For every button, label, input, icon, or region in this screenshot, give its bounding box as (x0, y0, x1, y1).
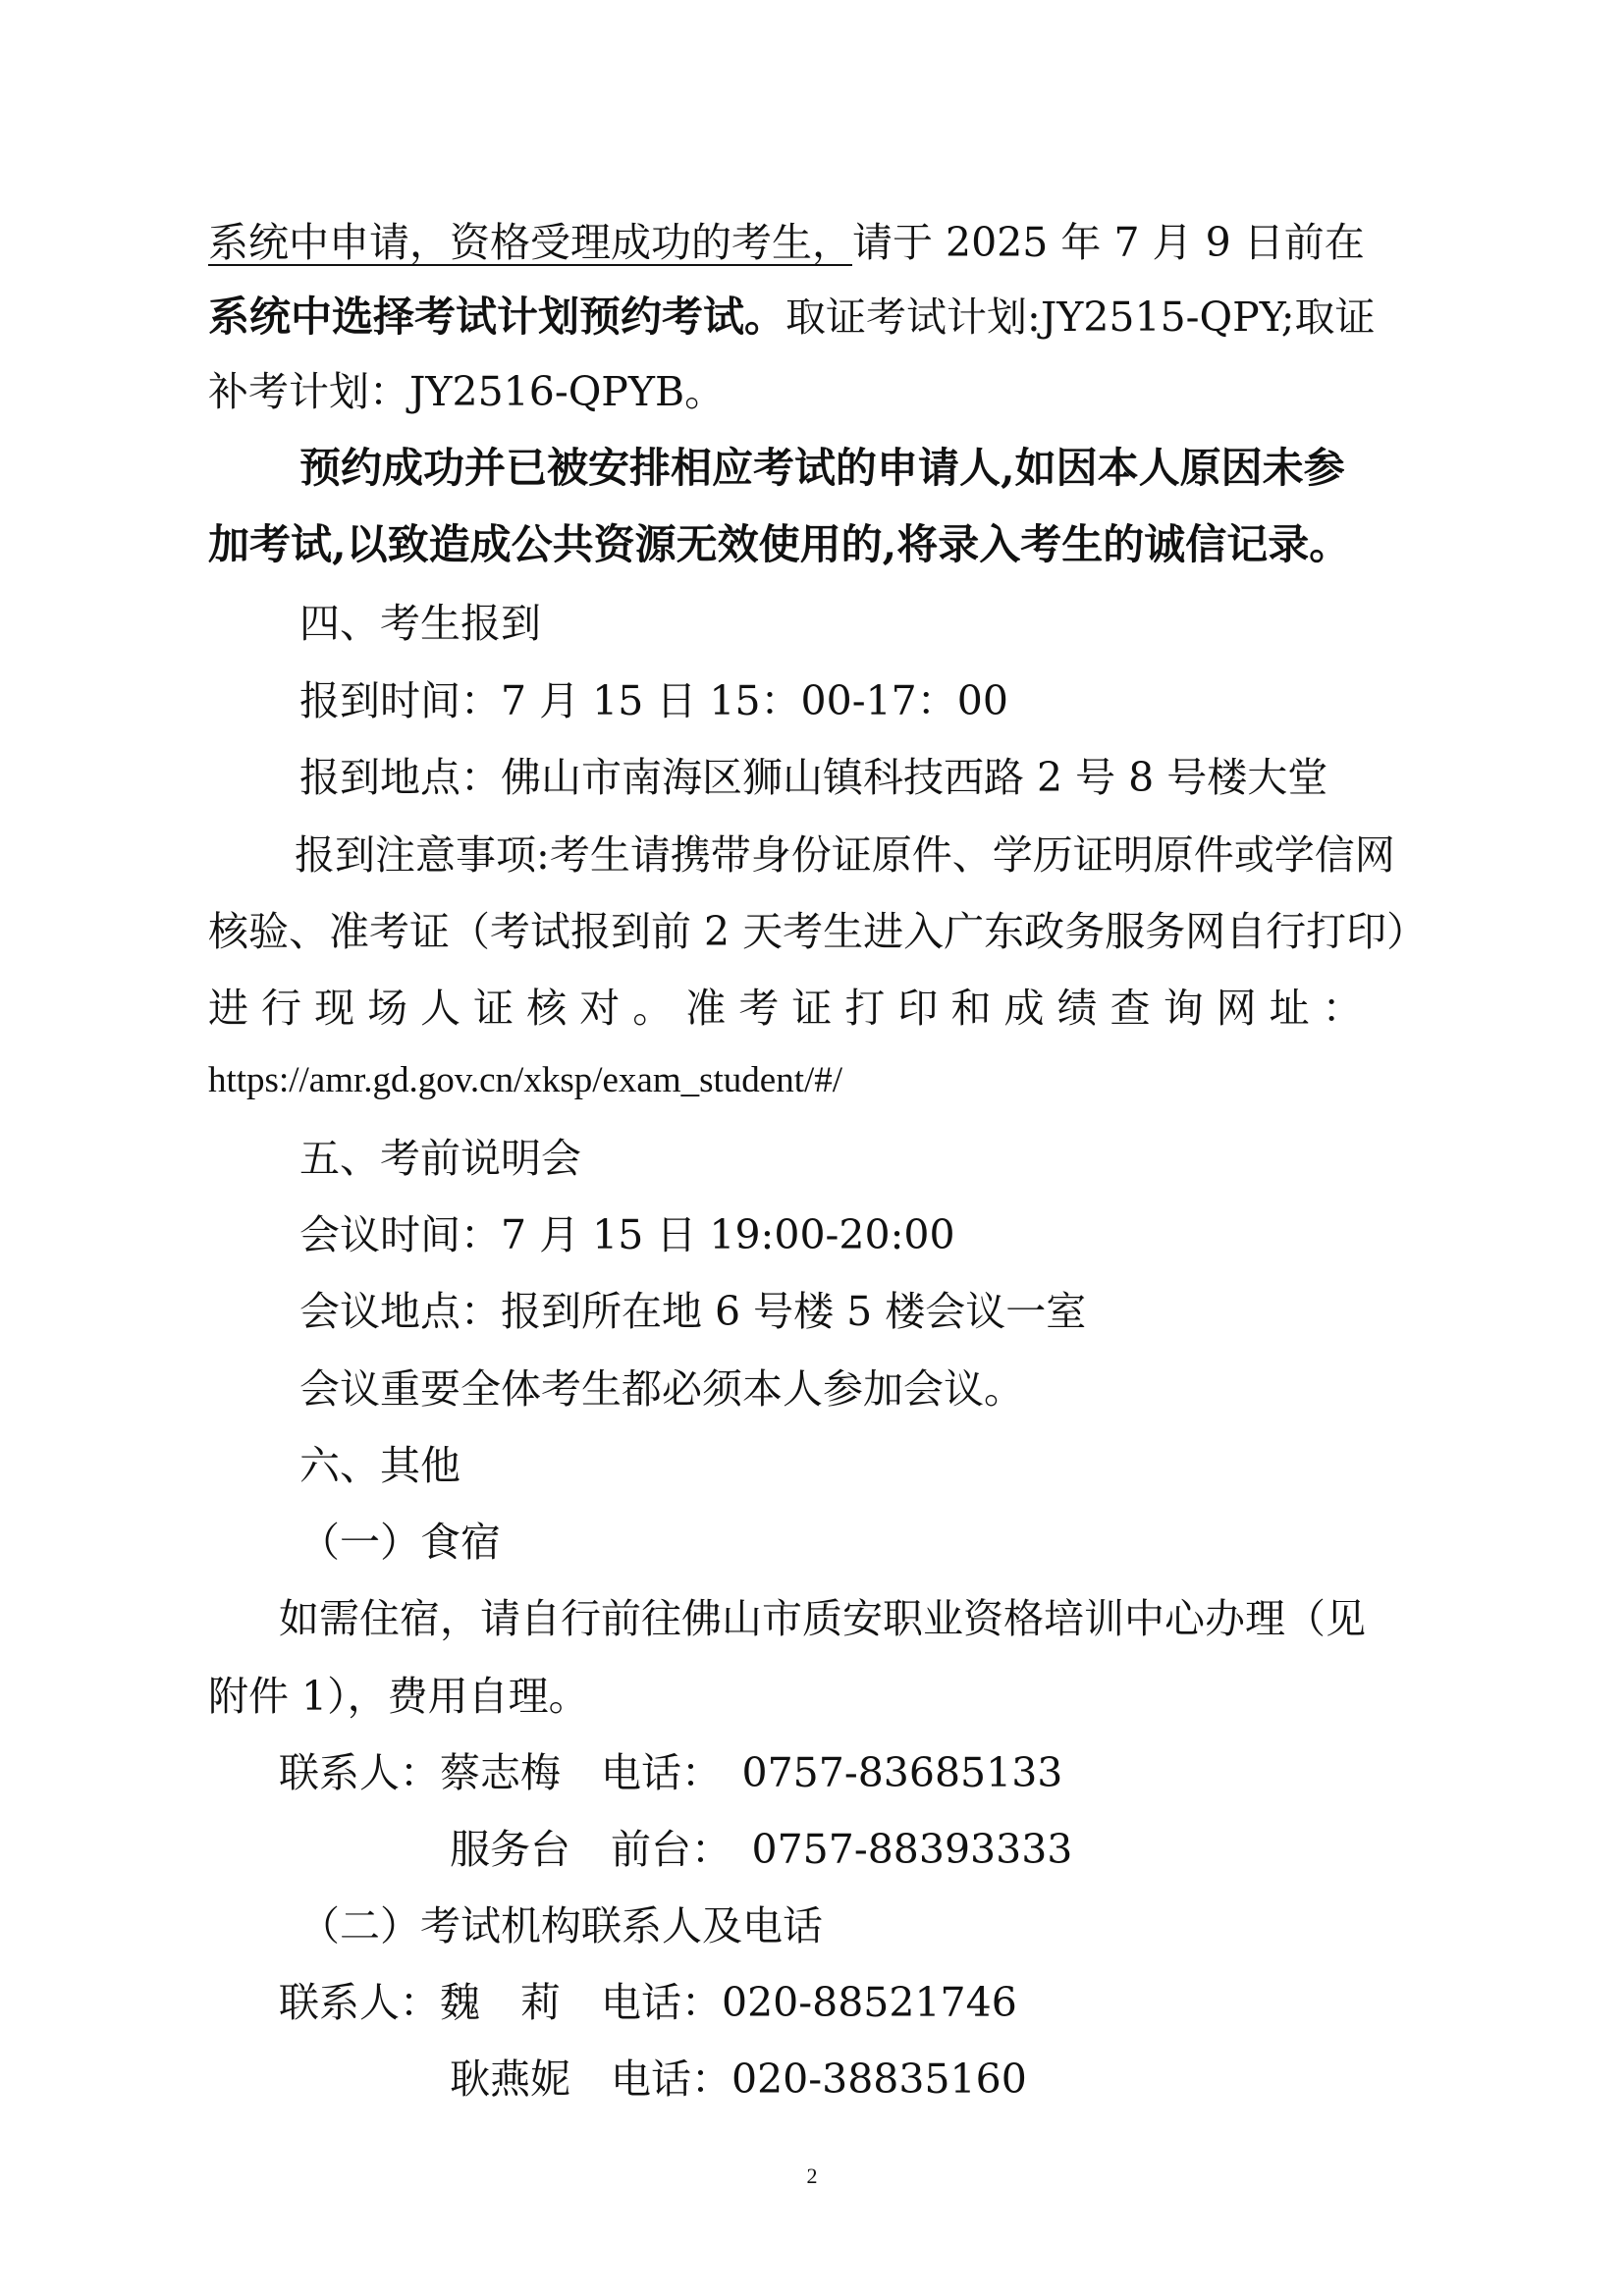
p1-line-1-rest: 请于 2025 年 7 月 9 日前在 (852, 219, 1365, 266)
meeting-place: 会议地点：报到所在地 6 号楼 5 楼会议一室 (299, 1288, 1087, 1335)
checkin-time: 报到时间：7 月 15 日 15：00-17：00 (299, 677, 1008, 724)
section-4-heading: 四、考生报到 (299, 600, 541, 647)
page-number: 2 (806, 2163, 818, 2188)
exam-website-url: https://amr.gd.gov.cn/xksp/exam_student/#/ (208, 1060, 843, 1100)
subsection-exam-contacts: （二）考试机构联系人及电话 (299, 1902, 823, 1949)
exam-contact-2: 耿燕妮 电话：020-38835160 (450, 2056, 1027, 2103)
checkin-notes-line-1: 报到注意事项:考生请携带身份证原件、学历证明原件或学信网 (295, 831, 1395, 879)
p2-line-1: 预约成功并已被安排相应考试的申请人,如因本人原因未参 (299, 444, 1345, 492)
checkin-notes-line-2: 核验、准考证（考试报到前 2 天考生进入广东政务服务网自行打印） (208, 908, 1428, 955)
p1-line-2-rest: 取证考试计划:JY2515-QPY;取证 (785, 294, 1376, 341)
lodging-contact: 联系人：蔡志梅 电话： 0757-83685133 (279, 1749, 1063, 1796)
exam-contact-1: 联系人：魏 莉 电话：020-88521746 (279, 1979, 1017, 2026)
meeting-time: 会议时间：7 月 15 日 19:00-20:00 (299, 1211, 955, 1258)
lodging-line-2: 附件 1），费用自理。 (208, 1673, 589, 1720)
lodging-line-1: 如需住宿，请自行前往佛山市质安职业资格培训中心办理（见 (279, 1595, 1366, 1642)
p1-line-3: 补考计划：JY2516-QPYB。 (208, 368, 726, 415)
section-6-heading: 六、其他 (299, 1442, 460, 1489)
meeting-note: 会议重要全体考生都必须本人参加会议。 (299, 1365, 1024, 1413)
section-5-heading: 五、考前说明会 (299, 1135, 581, 1182)
bold-text: 系统中选择考试计划预约考试。 (208, 293, 786, 341)
underlined-text: 系统中申请，资格受理成功的考生， (208, 219, 852, 266)
subsection-lodging: （一）食宿 (299, 1519, 501, 1566)
checkin-place: 报到地点：佛山市南海区狮山镇科技西路 2 号 8 号楼大堂 (299, 754, 1328, 801)
p1-line-2 (208, 293, 1376, 342)
front-desk-contact: 服务台 前台： 0757-88393333 (450, 1826, 1073, 1873)
p2-line-2: 加考试,以致造成公共资源无效使用的,将录入考生的诚信记录。 (208, 520, 1351, 568)
checkin-notes-line-3: 进 行 现 场 人 证 核 对 。 准 考 证 打 印 和 成 绩 查 询 网 址 ： (208, 985, 1363, 1032)
p1-line-1 (208, 218, 1365, 267)
